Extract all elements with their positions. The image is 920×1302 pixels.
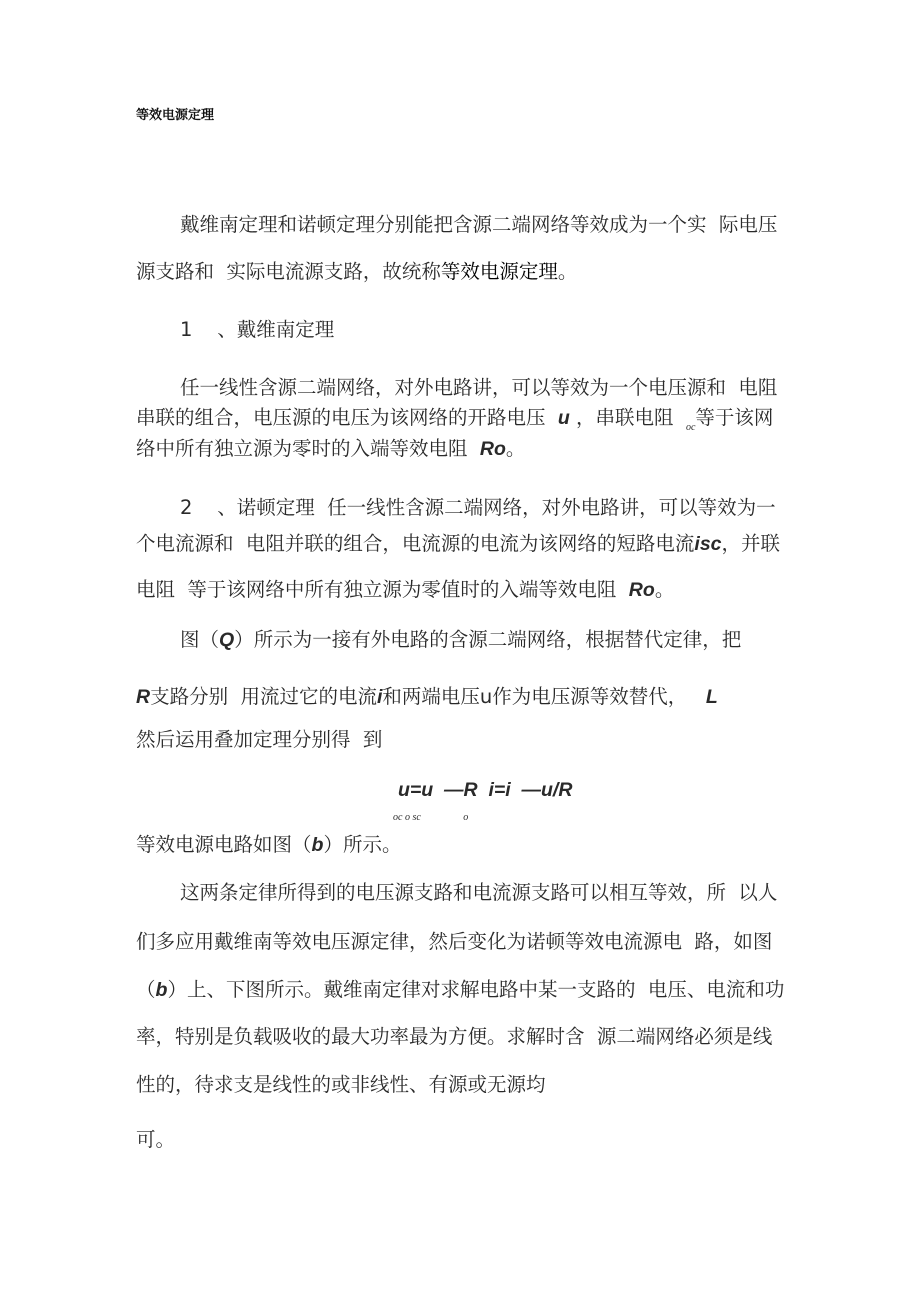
math-symbol: R	[136, 686, 151, 708]
text-segment: 这两条定律所得到的电压源支路和电流源支路可以相互等效，所 以人	[180, 881, 778, 904]
text-segment: （	[136, 978, 156, 1001]
text-line	[180, 213, 777, 237]
text-line	[136, 728, 382, 752]
text-segment: 率，特别是负载吸收的最大功率最为方便。求解时含 源二端网络必须是线	[136, 1025, 773, 1048]
text-line	[136, 532, 780, 556]
text-line	[136, 833, 401, 857]
text-segment: ）所示。	[323, 833, 402, 856]
math-symbol: oc	[685, 422, 696, 433]
text-segment: 戴维南定理和诺顿定理分别能把含源二端网络等效成为一个实 际电压	[180, 213, 778, 236]
text-line	[136, 1025, 772, 1049]
text-segment: 个电流源和 电阻并联的组合，电流源的电流为该网络的短路电流	[136, 532, 695, 555]
text-segment: 然后运用叠加定理分别得 到	[136, 728, 383, 751]
math-symbol: b	[155, 979, 168, 1001]
text-segment: 图（	[180, 628, 220, 651]
text-line	[180, 496, 776, 520]
text-segment: ，串联电阻	[569, 406, 686, 429]
text-segment: 和两端电压u作为电压源等效替代，	[382, 685, 706, 708]
math-symbol: Q	[219, 629, 235, 651]
text-line	[136, 1073, 546, 1097]
math-symbol: oc o sc o	[378, 812, 469, 823]
text-segment: 可。	[136, 1128, 176, 1151]
text-line	[180, 628, 741, 652]
text-segment: 等于该网	[695, 406, 774, 429]
math-symbol: R	[479, 438, 494, 460]
text-line	[180, 376, 777, 400]
text-segment: 电阻 等于该网络中所有独立源为零值时的入端等效电阻	[136, 578, 629, 601]
math-symbol: R	[628, 579, 643, 601]
text-line	[136, 437, 525, 461]
document-title: 等效电源定理	[136, 108, 215, 123]
text-segment: 。	[505, 437, 526, 460]
text-line	[136, 978, 784, 1002]
text-line	[180, 881, 777, 905]
text-line	[136, 685, 718, 709]
text-segment: 等效电源定理	[440, 260, 558, 283]
text-segment: 性的，待求支是线性的或非线性、有源或无源均	[136, 1073, 546, 1096]
text-segment: 。	[557, 260, 578, 283]
math-symbol: L	[705, 686, 718, 708]
text-line	[136, 406, 773, 440]
math-symbol: b	[311, 834, 324, 856]
text-segment: 络中所有独立源为零时的入端等效电阻	[136, 437, 480, 460]
math-symbol: isc	[694, 533, 722, 555]
text-segment: ）上、下图所示。戴维南定律对求解电路中某一支路的 电压、电流和功	[167, 978, 785, 1001]
math-symbol: u	[557, 407, 570, 429]
text-segment: 支路分别 用流过它的电流	[150, 685, 377, 708]
text-segment: 任一线性含源二端网络，对外电路讲，可以等效为一个电压源和 电阻	[180, 376, 778, 399]
text-line	[180, 318, 334, 342]
text-segment: 1 、戴维南定理	[180, 318, 335, 341]
text-segment: ，并联	[721, 532, 781, 555]
text-segment: ）所示为一接有外电路的含源二端网络，根据替代定律，把	[234, 628, 742, 651]
math-symbol: i	[377, 686, 383, 708]
text-segment: 。	[654, 578, 675, 601]
text-segment: 串联的组合，电压源的电压为该网络的开路电压	[136, 406, 558, 429]
text-line	[378, 796, 468, 830]
text-segment: 源支路和 实际电流源支路，故统称	[136, 260, 441, 283]
text-line	[136, 578, 674, 602]
text-line	[136, 1128, 175, 1152]
math-symbol: o	[642, 579, 655, 601]
text-line	[136, 930, 772, 954]
text-segment: 们多应用戴维南等效电压源定律，然后变化为诺顿等效电流源电 路，如图	[136, 930, 773, 953]
math-symbol: o	[494, 438, 506, 460]
text-segment: 等效电源电路如图（	[136, 833, 312, 856]
text-line	[136, 260, 577, 284]
text-segment: 2 、诺顿定理 任一线性含源二端网络，对外电路讲，可以等效为一	[180, 496, 776, 519]
math-symbol: u=u —R i=i —u/R	[398, 779, 573, 801]
